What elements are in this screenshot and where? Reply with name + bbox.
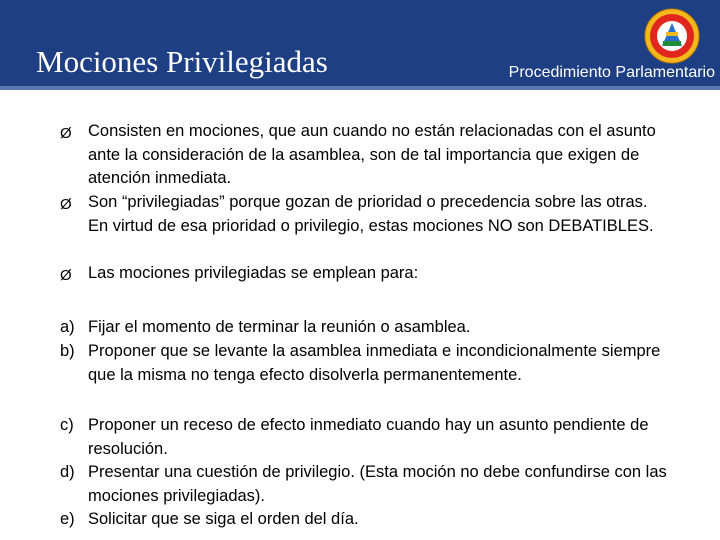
slide-title: Mociones Privilegiadas (36, 44, 328, 79)
bullet-arrow-icon: Ø (60, 125, 72, 142)
list-marker: c) (60, 416, 74, 434)
list-marker: b) (60, 342, 75, 360)
bullet-item: Son “privilegiadas” porque gozan de prioridad o precedencia sobre las otras. En virtud de esa prioridad o privilegio, estas mociones NO son DEBATIBLES. (88, 193, 654, 235)
bullet-item: Consisten en mociones, que aun cuando no están relacionadas con el asunto ante la consideración de la asamblea, son de tal importancia que exigen de atención inmediata. (88, 122, 656, 187)
list-item: Proponer un receso de efecto inmediato cuando hay un asunto pendiente de resolución. (88, 416, 649, 458)
bullet-item: Las mociones privilegiadas se emplean para: (88, 264, 419, 282)
list-marker: d) (60, 463, 75, 481)
list-item: Presentar una cuestión de privilegio. (Esta moción no debe confundirse con las mociones privilegiadas). (88, 463, 667, 505)
bullet-arrow-icon: Ø (60, 196, 72, 213)
list-marker: a) (60, 318, 75, 336)
list-item: Solicitar que se siga el orden del día. (88, 510, 359, 528)
list-item: Fijar el momento de terminar la reunión o asamblea. (88, 318, 471, 336)
list-item: Proponer que se levante la asamblea inmediata e incondicionalmente siempre que la misma no tenga efecto disolverla permanentemente. (88, 342, 661, 384)
slide-subtitle: Procedimiento Parlamentario (508, 64, 715, 81)
bullet-arrow-icon: Ø (60, 267, 72, 284)
list-marker: e) (60, 510, 75, 528)
